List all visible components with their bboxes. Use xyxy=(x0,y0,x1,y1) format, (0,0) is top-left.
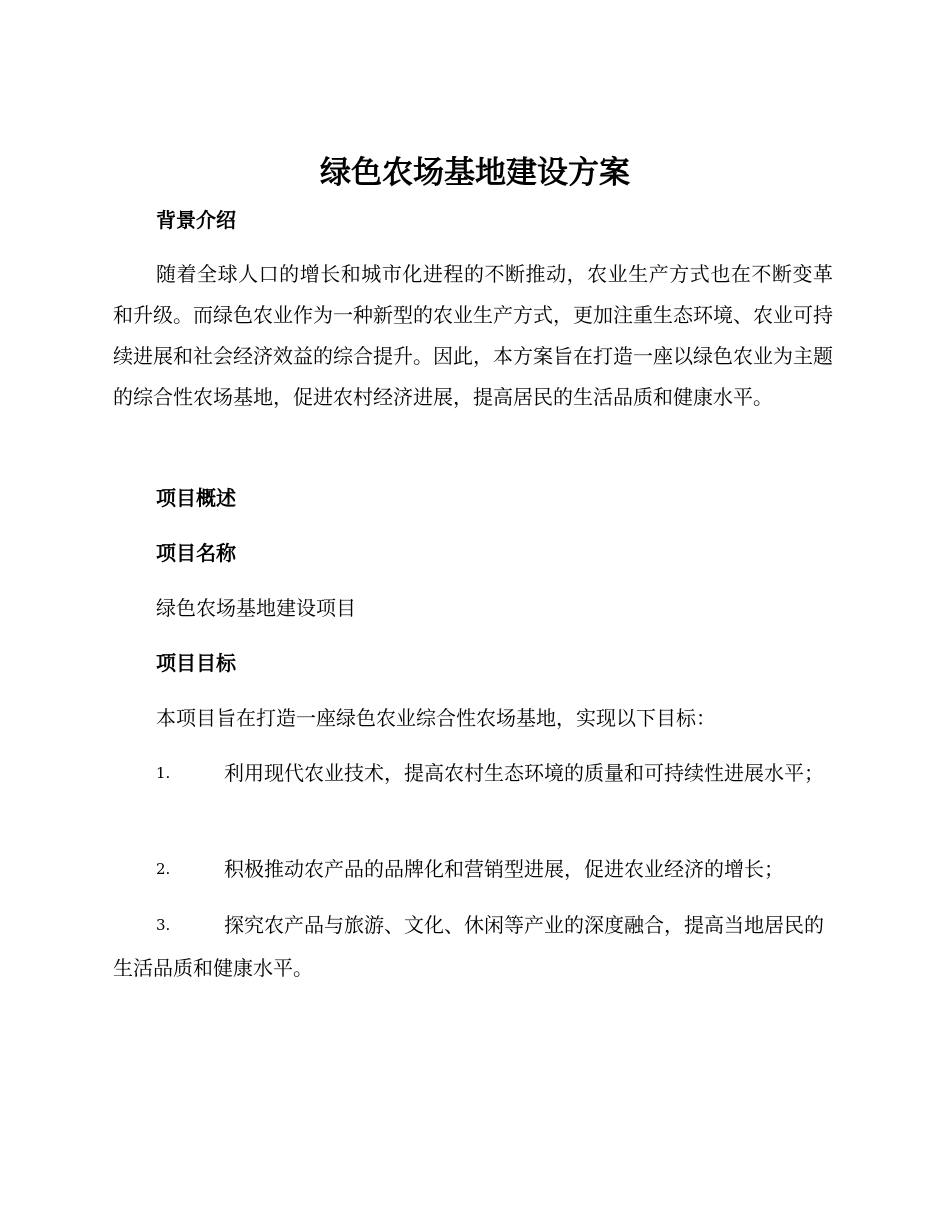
list-item-text: 利用现代农业技术，提高农村生态环境的质量和可持续性进展水平； xyxy=(224,761,824,785)
list-item-text: 探究农产品与旅游、文化、休闲等产业的深度融合，提高当地居民的生活品质和健康水平。 xyxy=(113,913,824,980)
background-paragraph: 随着全球人口的增长和城市化进程的不断推动，农业生产方式也在不断变革和升级。而绿色农业作为一种新型的农业生产方式，更加注重生态环境、农业可持续进展和社会经济效益的综合提升。因此，本方案旨在打造一座以绿色农业为主题的综合性农场基地，促进农村经济进展，提高居民的生活品质和健康水平。 xyxy=(113,262,833,409)
project-goal-intro: 本项目旨在打造一座绿色农业综合性农场基地，实现以下目标： xyxy=(156,706,716,730)
list-item-number: 3. xyxy=(156,916,171,934)
list-item xyxy=(113,904,833,990)
document-title: 绿色农场基地建设方案 xyxy=(320,155,630,191)
section-heading-project-name: 项目名称 xyxy=(156,541,236,565)
list-item xyxy=(113,848,833,891)
list-item-text: 积极推动农产品的品牌化和营销型进展，促进农业经济的增长； xyxy=(224,857,784,881)
list-item-number: 1. xyxy=(156,764,171,782)
list-item-number: 2. xyxy=(156,860,171,878)
project-name-text: 绿色农场基地建设项目 xyxy=(156,596,356,620)
section-heading-project-goal: 项目目标 xyxy=(156,651,236,675)
section-heading-overview: 项目概述 xyxy=(156,486,236,510)
section-heading-background: 背景介绍 xyxy=(156,208,236,232)
list-item xyxy=(113,752,833,795)
